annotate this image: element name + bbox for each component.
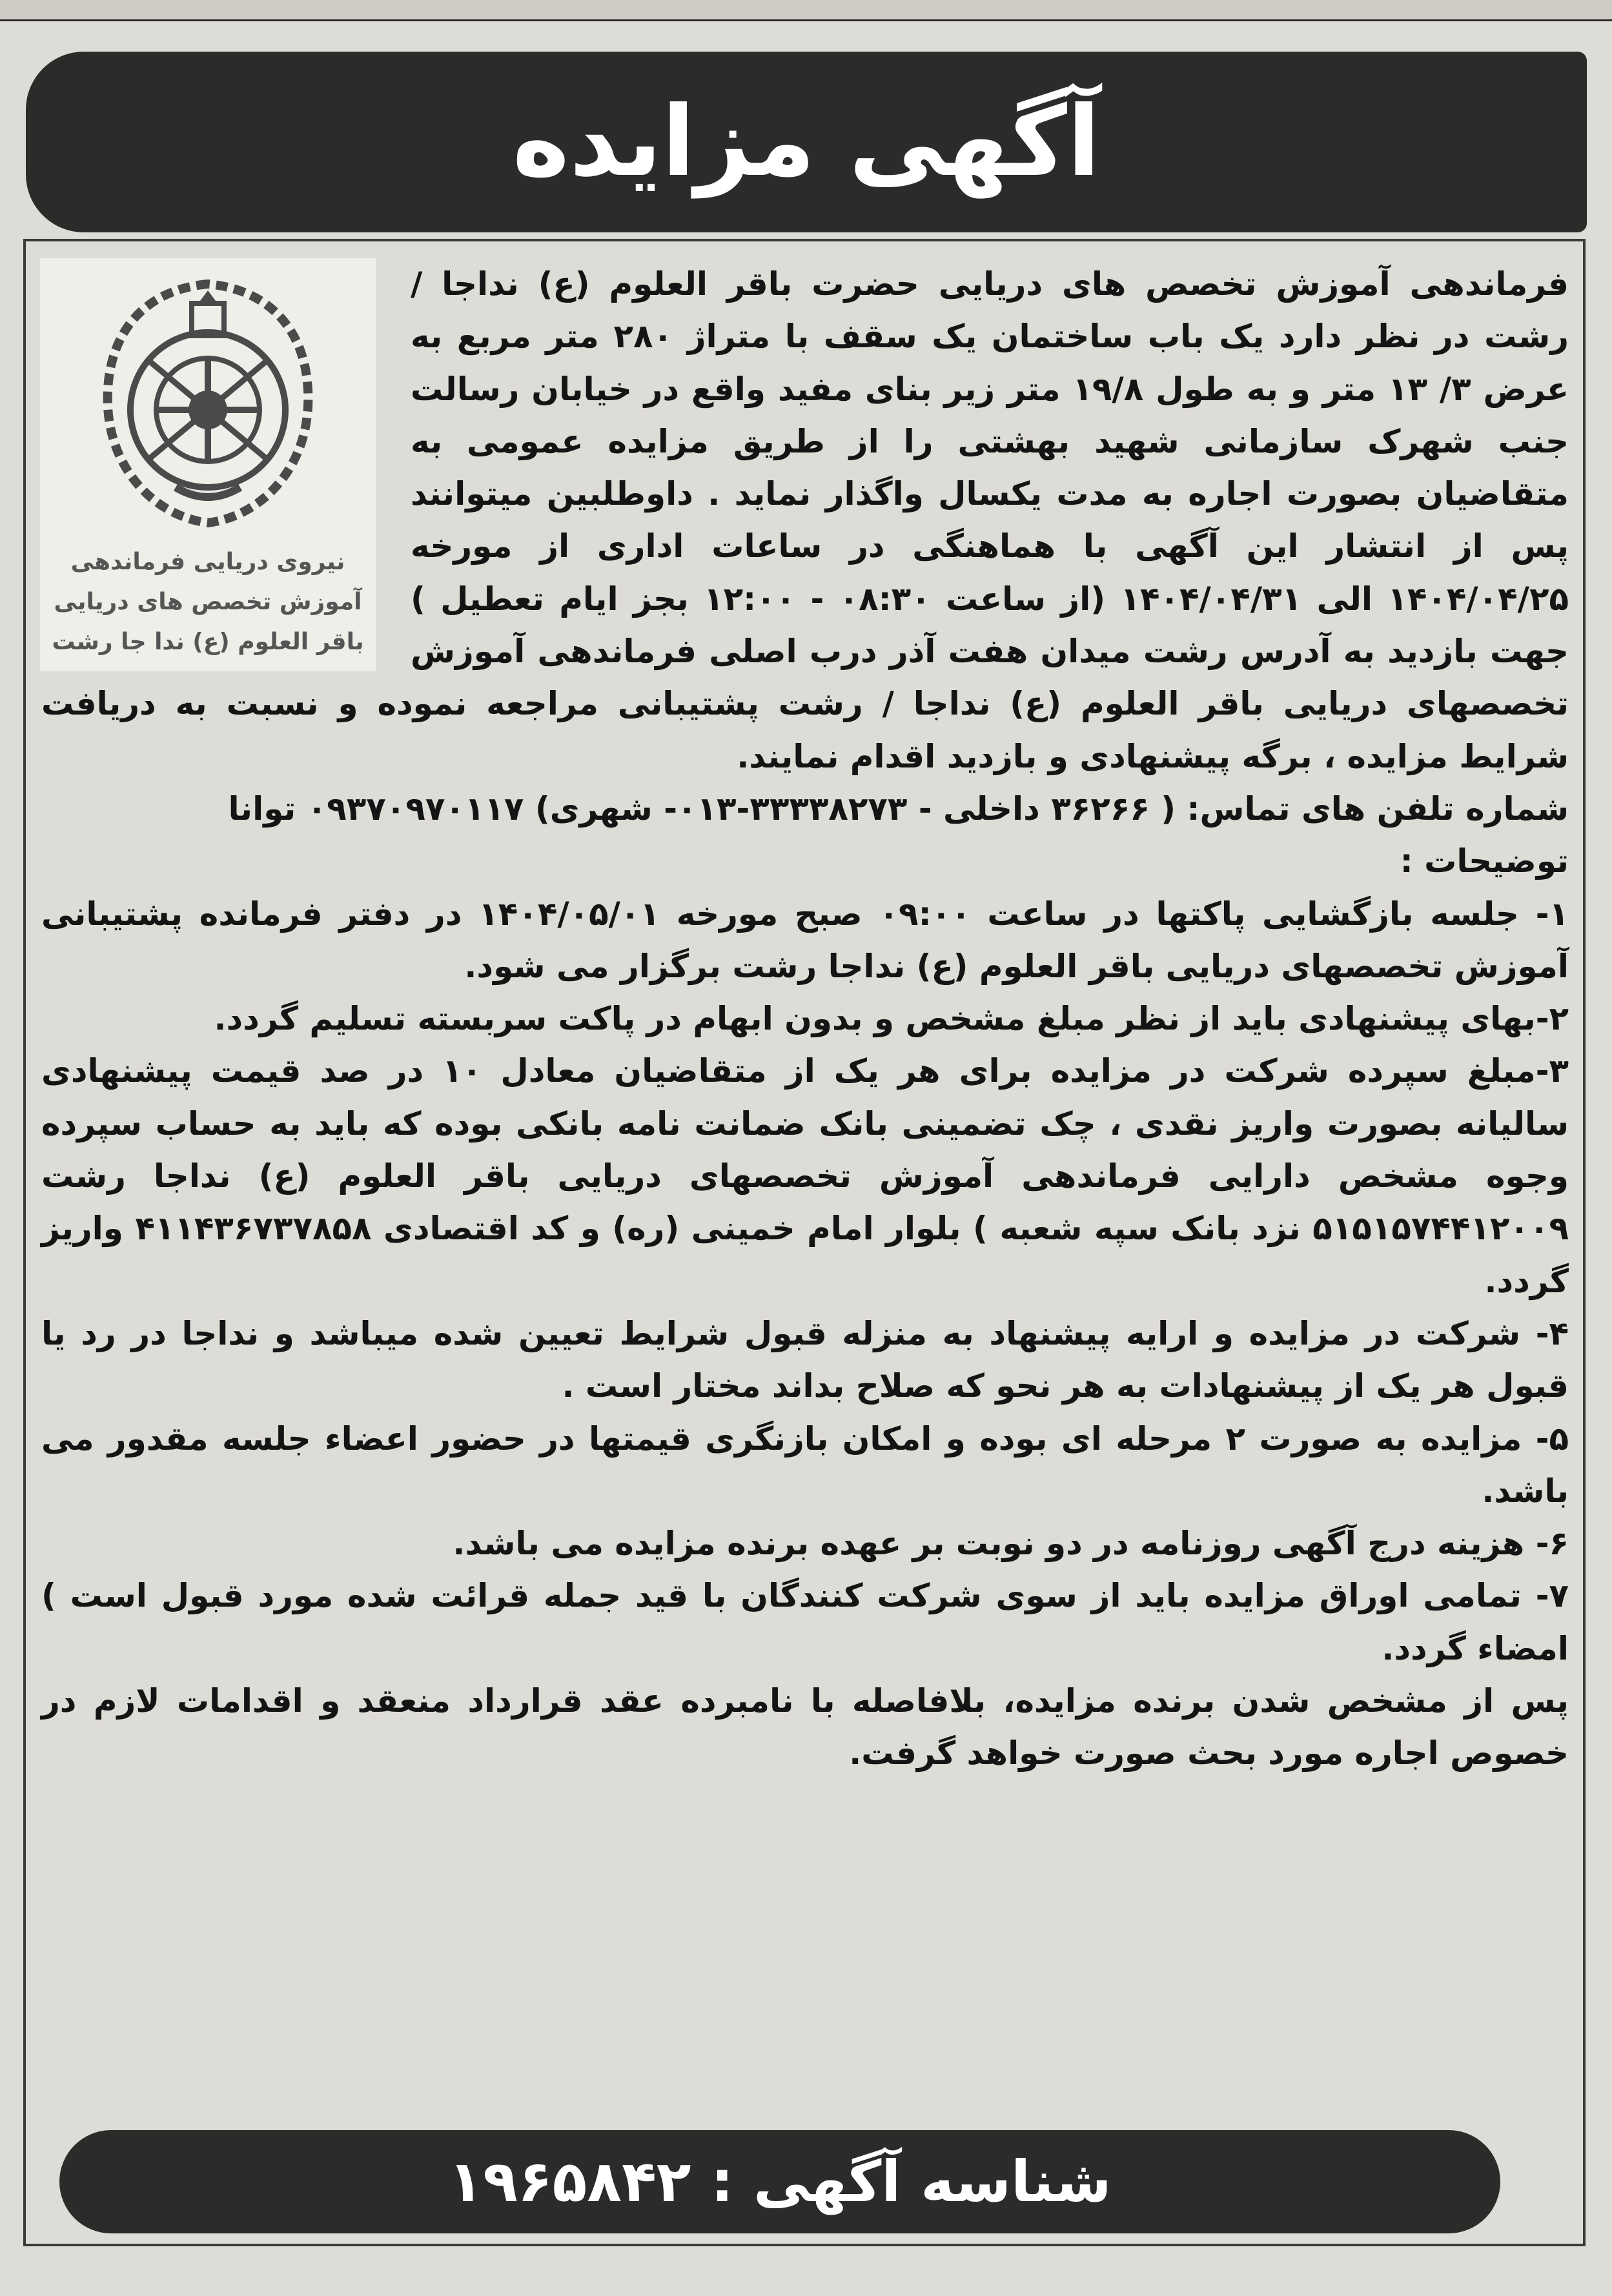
page-title: آگهی مزایده: [512, 86, 1101, 198]
intro-paragraph: فرماندهی آموزش تخصص های دریایی حضرت باقر العلوم (ع) نداجا / رشت در نظر دارد یک باب ساختمان یک سقف با متراژ ۲۸۰ متر مربع به عرض ۳/ ۱۳ متر و به طول ۱۹/۸ متر زیر بنای مفید واقع در خیابان رسالت جنب شهرک سازمانی شهید بهشتی را از طریق مزایده عمومی به متقاضیان بصورت اجاره به مدت یکسال واگذار نماید . داوطلبین میتوانند پس از انتشار این آگهی با هماهنگی در ساعات اداری از مورخه ۱۴۰۴/۰۴/۲۵ الی ۱۴۰۴/۰۴/۳۱ (از ساعت ۰۸:۳۰ - ۱۲:۰۰ بجز ایام تعطیل ) جهت بازدید به آدرس رشت میدان هفت آذر درب اصلی فرماندهی آموزش تخصصهای دریایی باقر العلوم (ع) نداجا / رشت پشتیبانی مراجعه نموده و نسبت به دریافت شرایط مزایده ، برگه پیشنهادی و بازدید اقدام نمایند.: [41, 265, 1569, 775]
note-item: ۲-بهای پیشنهادی باید از نظر مبلغ مشخص و بدون ابهام در پاکت سربسته تسلیم گردد.: [214, 1000, 1569, 1038]
ad-id-value: ۱۹۶۵۸۴۲: [448, 2148, 691, 2215]
emblem-caption-line: نیروی دریایی فرماندهی: [70, 549, 345, 575]
title-banner: [26, 52, 1587, 232]
note-item: ۷- تمامی اوراق مزایده باید از سوی شرکت کنندگان با قید جمله قرائت شده مورد قبول است ) امضاء گردد.: [41, 1577, 1569, 1667]
notes-heading: توضیحات :: [1400, 842, 1569, 880]
contact-line: شماره تلفن های تماس: ( ۳۶۲۶۶ داخلی - ۳۳۳۳۸۲۷۳-۰۱۳- شهری) ۰۹۳۷۰۹۷۰۱۱۷ توانا: [228, 789, 1569, 828]
note-item: ۶- هزینه درج آگهی روزنامه در دو نوبت بر عهده برنده مزایده می باشد.: [453, 1525, 1569, 1563]
ad-id: [448, 2148, 1112, 2215]
note-item: ۴- شرکت در مزایده و ارایه پیشنهاد به منزله قبول شرایط تعیین شده میباشد و نداجا در رد یا قبول هر یک از پیشنهادات به هر نحو که صلاح بداند مختار است .: [41, 1314, 1569, 1405]
note-item: ۱- جلسه بازگشایی پاکتها در ساعت ۰۹:۰۰ صبح مورخه ۱۴۰۴/۰۵/۰۱ در دفتر فرمانده پشتیبانی آموزش تخصصهای دریایی باقر العلوم (ع) نداجا رشت برگزار می شود.: [41, 895, 1569, 985]
ad-id-banner: [59, 2130, 1500, 2233]
note-item: ۳-مبلغ سپرده شرکت در مزایده برای هر یک از متقاضیان معادل ۱۰ در صد قیمت پیشنهادی سالیانه بصورت واریز نقدی ، چک تضمینی بانک ضمانت نامه بانکی بوده که باید به حساب سپرده وجوه مشخص دارایی فرماندهی آموزش تخصصهای دریایی باقر العلوم (ع) نداجا رشت ۵۱۵۱۵۷۴۴۱۲۰۰۹ نزد بانک سپه شعبه ) بلوار امام خمینی (ره) و کد اقتصادی ۴۱۱۴۳۶۷۳۷۸۵۸ واریز گردد.: [41, 1052, 1569, 1300]
page-top-edge: [0, 0, 1612, 21]
notice-body: [41, 258, 1569, 1780]
closing-paragraph: پس از مشخص شدن برنده مزایده، بلافاصله با نامبرده عقد قرارداد منعقد و اقدامات لازم در خصوص اجاره مورد بحث صورت خواهد گرفت.: [41, 1682, 1569, 1773]
emblem-spacer: [41, 258, 396, 676]
note-item: ۵- مزایده به صورت ۲ مرحله ای بوده و امکان بازنگری قیمتها در حضور اعضاء جلسه مقدور می باشد.: [41, 1419, 1569, 1510]
emblem-caption-line: باقر العلوم (ع) ندا جا رشت: [52, 629, 364, 655]
emblem-caption-line: آموزش تخصص های دریایی: [54, 589, 362, 615]
ad-id-label: شناسه آگهی :: [711, 2148, 1112, 2215]
